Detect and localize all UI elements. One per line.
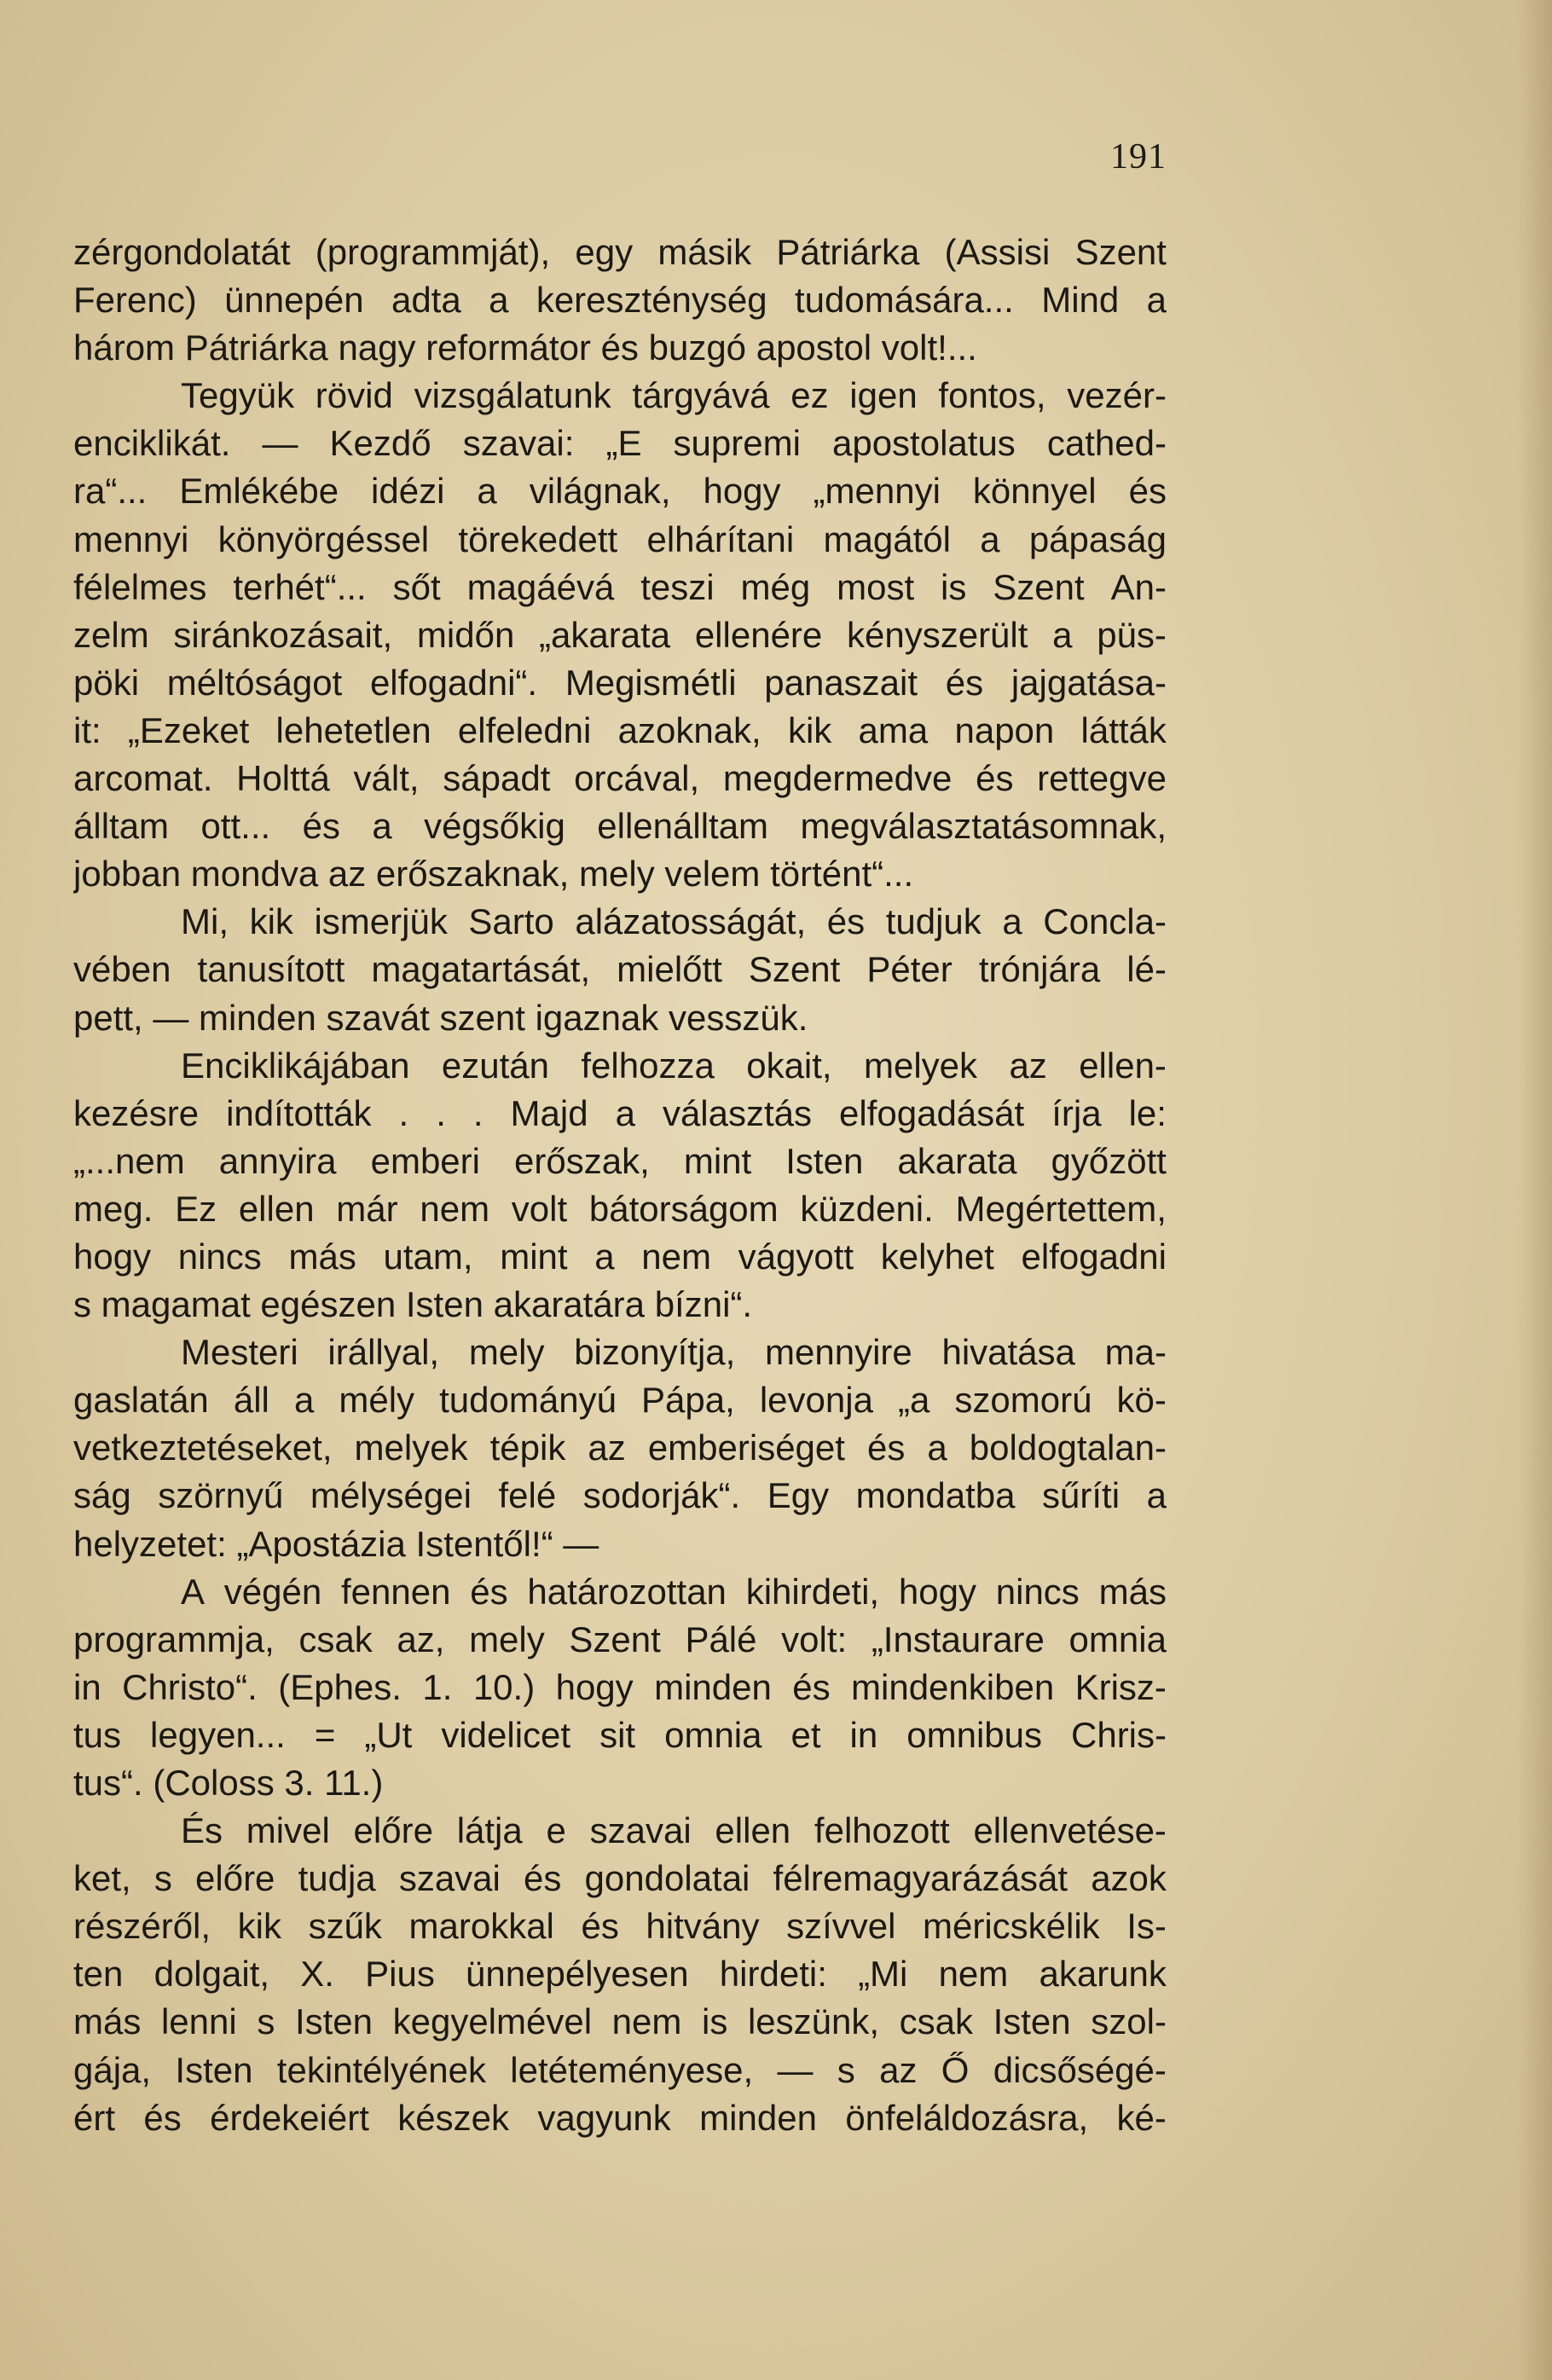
text-line: Mesteri irállyal, mely bizonyítja, mennyire hivatása ma- bbox=[181, 1332, 1167, 1373]
text-line: pett, — minden szavát szent igaznak vesszük. bbox=[73, 997, 808, 1038]
text-line: ten dolgait, X. Pius ünnepélyesen hirdeti: „Mi nem akarunk bbox=[73, 1954, 1167, 1995]
page-number: 191 bbox=[1110, 137, 1167, 177]
text-line: vében tanusított magatartását, mielőtt Szent Péter trónjára lé- bbox=[73, 949, 1167, 990]
text-line: ket, s előre tudja szavai és gondolatai félremagyarázását azok bbox=[73, 1858, 1167, 1899]
text-line: három Pátriárka nagy reformátor és buzgó apostol volt!... bbox=[73, 327, 977, 368]
text-line: más lenni s Isten kegyelmével nem is leszünk, csak Isten szol- bbox=[73, 2001, 1167, 2042]
text-line: vetkeztetéseket, melyek tépik az emberiséget és a boldogtalan- bbox=[73, 1427, 1167, 1468]
text-line: gaslatán áll a mély tudományú Pápa, levonja „a szomorú kö- bbox=[73, 1380, 1167, 1421]
text-line: részéről, kik szűk marokkal és hitvány szívvel méricskélik Is- bbox=[73, 1906, 1167, 1947]
text-line: mennyi könyörgéssel törekedett elhárítani magától a pápaság bbox=[73, 518, 1167, 559]
text-line: pöki méltóságot elfogadni“. Megismétli panaszait és jajgatása- bbox=[73, 662, 1167, 703]
text-line: gája, Isten tekintélyének letéteményese, — s az Ő dicsőségé- bbox=[73, 2049, 1167, 2090]
page-edge-shadow bbox=[1518, 0, 1552, 2380]
text-line: ért és érdekeiért készek vagyunk minden önfeláldozásra, ké- bbox=[73, 2097, 1167, 2138]
text-line: tus legyen... = „Ut videlicet sit omnia et in omnibus Chris- bbox=[73, 1714, 1167, 1755]
text-line: tus“. (Coloss 3. 11.) bbox=[73, 1763, 384, 1803]
text-line: jobban mondva az erőszaknak, mely velem történt“... bbox=[73, 854, 914, 895]
text-line: És mivel előre látja e szavai ellen felhozott ellenvetése- bbox=[181, 1810, 1167, 1851]
text-line: Mi, kik ismerjük Sarto alázatosságát, és tudjuk a Concla- bbox=[181, 901, 1167, 942]
text-line: zérgondolatát (programmját), egy másik Pátriárka (Assisi Szent bbox=[73, 232, 1167, 272]
text-line: Enciklikájában ezután felhozza okait, melyek az ellen- bbox=[181, 1045, 1167, 1086]
text-line: programmja, csak az, mely Szent Pálé volt: „Instaurare omnia bbox=[73, 1619, 1167, 1659]
text-line: A végén fennen és határozottan kihirdeti, hogy nincs más bbox=[181, 1571, 1167, 1612]
text-line: arcomat. Holttá vált, sápadt orcával, megdermedve és rettegve bbox=[73, 758, 1167, 799]
text-line: kezésre indították . . . Majd a választás elfogadását írja le: bbox=[73, 1092, 1167, 1133]
text-line: enciklikát. — Kezdő szavai: „E supremi apostolatus cathed- bbox=[73, 423, 1167, 464]
text-line: hogy nincs más utam, mint a nem vágyott kelyhet elfogadni bbox=[73, 1236, 1167, 1277]
text-line: „...nem annyira emberi erőszak, mint Isten akarata győzött bbox=[73, 1140, 1167, 1181]
text-line: it: „Ezeket lehetetlen elfeledni azoknak, kik ama napon látták bbox=[73, 709, 1167, 750]
text-line: zelm siránkozásait, midőn „akarata ellenére kényszerült a püs- bbox=[73, 614, 1167, 655]
text-line: álltam ott... és a végsőkig ellenálltam megválasztatásomnak, bbox=[73, 806, 1167, 847]
text-line: in Christo“. (Ephes. 1. 10.) hogy minden és mindenkiben Krisz- bbox=[73, 1666, 1167, 1707]
text-line: Ferenc) ünnepén adta a kereszténység tudomására... Mind a bbox=[73, 280, 1167, 321]
text-line: meg. Ez ellen már nem volt bátorságom küzdeni. Megértettem, bbox=[73, 1188, 1167, 1229]
text-line: s magamat egészen Isten akaratára bízni“. bbox=[73, 1284, 753, 1325]
body-text bbox=[73, 229, 1167, 2142]
text-line: félelmes terhét“... sőt magáévá teszi még most is Szent An- bbox=[73, 566, 1167, 607]
text-line: Tegyük rövid vizsgálatunk tárgyává ez igen fontos, vezér- bbox=[181, 375, 1167, 416]
text-line: ság szörnyű mélységei felé sodorják“. Egy mondatba sűríti a bbox=[73, 1475, 1167, 1516]
text-line: ra“... Emlékébe idézi a világnak, hogy „mennyi könnyel és bbox=[73, 471, 1167, 512]
text-line: helyzetet: „Apostázia Istentől!“ — bbox=[73, 1523, 599, 1564]
